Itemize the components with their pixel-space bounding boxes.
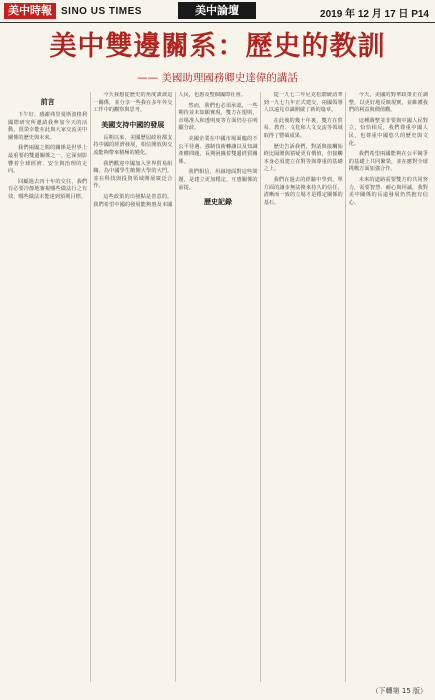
masthead: [0, 0, 435, 23]
article-paragraph: 歷史告訴我們，對話與接觸始終比隔閡與猜疑更有價值，但接觸本身必須建立在對等與尊重的基礎之上。: [263, 143, 343, 173]
article-body: [8, 92, 428, 682]
article-paragraph: 今天，美國的對華政策正在調整，以更好地反映現實，並維護我們的利益與價值觀。: [348, 92, 428, 114]
article-paragraph: 這些政策的出發點是善意的，我們希望中國的發展能夠惠及本國人民，也惠及整個國際社會。: [93, 92, 246, 208]
section-heading: 前言: [40, 98, 55, 106]
section-heading: 歷史記錄: [203, 198, 232, 207]
article-paragraph: 未來的道路需要雙方的共同努力，需要智慧、耐心與坦誠，我對美中關係的長遠發展仍然抱有信心。: [348, 176, 428, 206]
article-paragraph: 從一九七二年尼克松總統訪華到一九七九年正式建交，兩國領導人以遠見卓識開啟了新的篇章。: [263, 92, 343, 114]
article-subtitle: —— 美國助理國務卿史達偉的講話: [137, 72, 298, 84]
masthead-brand: [4, 3, 142, 19]
article-paragraph: 我們相信，坦誠地面對這些問題，是建立更加穩定、互惠關係的前提。: [178, 169, 258, 191]
article-paragraph: 今天我想從歷史的角度談談這一關係，並分享一些我在多年外交工作中的觀察與思考。: [93, 92, 173, 114]
article-paragraph: 長期以來，美國歷屆政府都支持中國的經濟發展，相信開放與交流能夠帶來積極的變化。: [93, 134, 173, 156]
article-paragraph: 回顧過去四十年的交往，我們有必要冷靜地審視哪些做法行之有效，哪些做法未能達到預期目標。: [8, 178, 88, 200]
newspaper-english-name: SINO US TIMES: [61, 5, 142, 17]
section-heading: 美國支持中國的發展: [101, 120, 165, 129]
article-paragraph: 然而，我們也必須承認，一些期待並未如願實現，雙方在規則、市場准入和透明度等方面仍存在明顯分歧。: [178, 102, 258, 132]
article-paragraph: 在此後的幾十年裏，雙方在貿易、教育、文化和人文交流等領域取得了豐碩成果。: [263, 117, 343, 139]
continued-note: （下轉第 15 版）: [371, 687, 427, 695]
article-paragraph: 下午好。感謝弗里曼斯波格利國際研究所邀請我參加今天的活動，很榮幸能在此與大家交流美中關係的歷史與未來。: [8, 112, 88, 141]
newspaper-logo[interactable]: 美中時報: [4, 3, 56, 19]
article-paragraph: 我們在過去的經驗中學到，單方面的讓步無法換來持久的信任，清晰而一致的立場才是穩定關係的基石。: [263, 176, 343, 206]
date-page: 2019 年 12 月 17 日 P14: [320, 9, 429, 20]
article-paragraph: 這種調整並非要與中國人民對立，恰恰相反，我們尊重中國人民，也尊重中國悠久的歷史與文化。: [348, 117, 428, 147]
section-label: 美中論壇: [178, 2, 256, 19]
article-paragraph: 我們希望兩國能夠在公平競爭的基礎上共同繁榮，並在應對全球挑戰方面加強合作。: [348, 151, 428, 173]
article-paragraph: 我們歡迎中國加入世界貿易組織，為中國學生敞開大學的大門，並在科技與投資領域開展廣泛合作。: [93, 160, 173, 190]
article-title: 美中雙邊關系：歷史的教訓: [49, 31, 386, 62]
article-paragraph: 我們兩國之間的關係是世界上最重要的雙邊關係之一，它深刻影響着全球經濟、安全與治理的走向。: [8, 145, 88, 175]
article-paragraph: 美國企業在中國市場面臨的不公平待遇、強制技術轉讓以及知識產權問題，長期困擾着雙邊經貿關係。: [178, 135, 258, 165]
